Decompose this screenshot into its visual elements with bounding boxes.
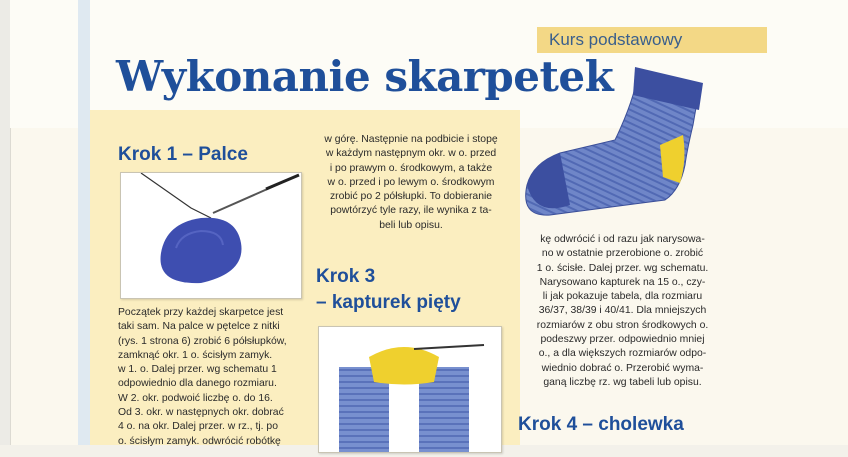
step3-text-column [520,233,725,390]
text-line: no w ostatnie przerobione o. zrobić [541,248,704,260]
text-line: i po prawym o. środkowym, a także [329,162,493,174]
text-line: wiednio dobrać o. Przerobić wyma- [541,362,704,374]
text-line: w 1. o. Dalej przer. wg schematu 1 [118,364,277,376]
text-line: Narysowano kapturek na 15 o., czy- [539,276,706,288]
step2-text-column [316,133,506,233]
step1-photo [120,172,302,299]
crochet-heel-image [319,327,501,452]
text-line: li jak pokazuje tabela, dla rozmiaru [542,291,703,303]
text-line: zrobić po 2 półsłupki. To dobieranie [329,191,493,203]
sock-illustration [515,55,715,235]
step1-text-column [118,306,308,449]
text-line: Początek przy każdej skarpetce jest [118,307,284,318]
text-line: w o. przed i po lewym o. środkowym [327,176,495,188]
text-line: o. ścisłym zamyk. odwrócić robótkę [118,435,281,447]
text-line: powtórzyć tyle razy, ile wynika z ta- [330,205,492,217]
text-line: (rys. 1 strona 6) zrobić 6 półsłupków, [118,335,287,347]
text-line: w każdym następnym okr. w o. przed [325,148,497,160]
step4-heading: Krok 4 – cholewka [518,414,684,435]
text-line: beli lub opisu. [379,219,443,231]
text-line: kę odwrócić i od razu jak narysowa- [540,234,705,245]
text-line: odpowiednio dla danego rozmiaru. [118,378,277,390]
margin-strip [78,0,90,445]
text-line: 1 o. ścisłe. Dalej przer. wg schematu. [536,262,709,274]
step3-heading-line1: Krok 3 [316,266,376,287]
text-line: zamknąć okr. 1 o. ścisłym zamyk. [118,349,273,361]
step3-photo [318,326,502,453]
text-line: ganą liczbę rz. wg tabeli lub opisu. [543,376,702,388]
page-title: Wykonanie skarpetek [116,52,614,101]
step3-heading-line2: – kapturek pięty [316,292,461,313]
text-line: podeszwy przer. odpowiednio mniej [540,334,705,346]
text-line: rozmiarów z obu stron środkowych o. [536,319,709,331]
text-line: o., a dla większych rozmiarów odpo- [538,348,707,360]
text-line: taki sam. Na palce w pętelce z nitki [118,321,280,333]
text-line: w górę. Następnie na podbicie i stopę [324,134,498,145]
text-line: Od 3. okr. w następnych okr. dobrać [118,407,284,419]
text-line: 4 o. na okr. Dalej przer. w rz., tj. po [118,421,278,433]
course-badge: Kurs podstawowy [537,27,767,53]
step1-heading: Krok 1 – Palce [118,144,248,165]
text-line: 36/37, 38/39 i 40/41. Dla mniejszych [538,305,707,317]
text-line: W 2. okr. podwoić liczbę o. do 16. [118,392,273,404]
crochet-toe-image [121,173,301,298]
